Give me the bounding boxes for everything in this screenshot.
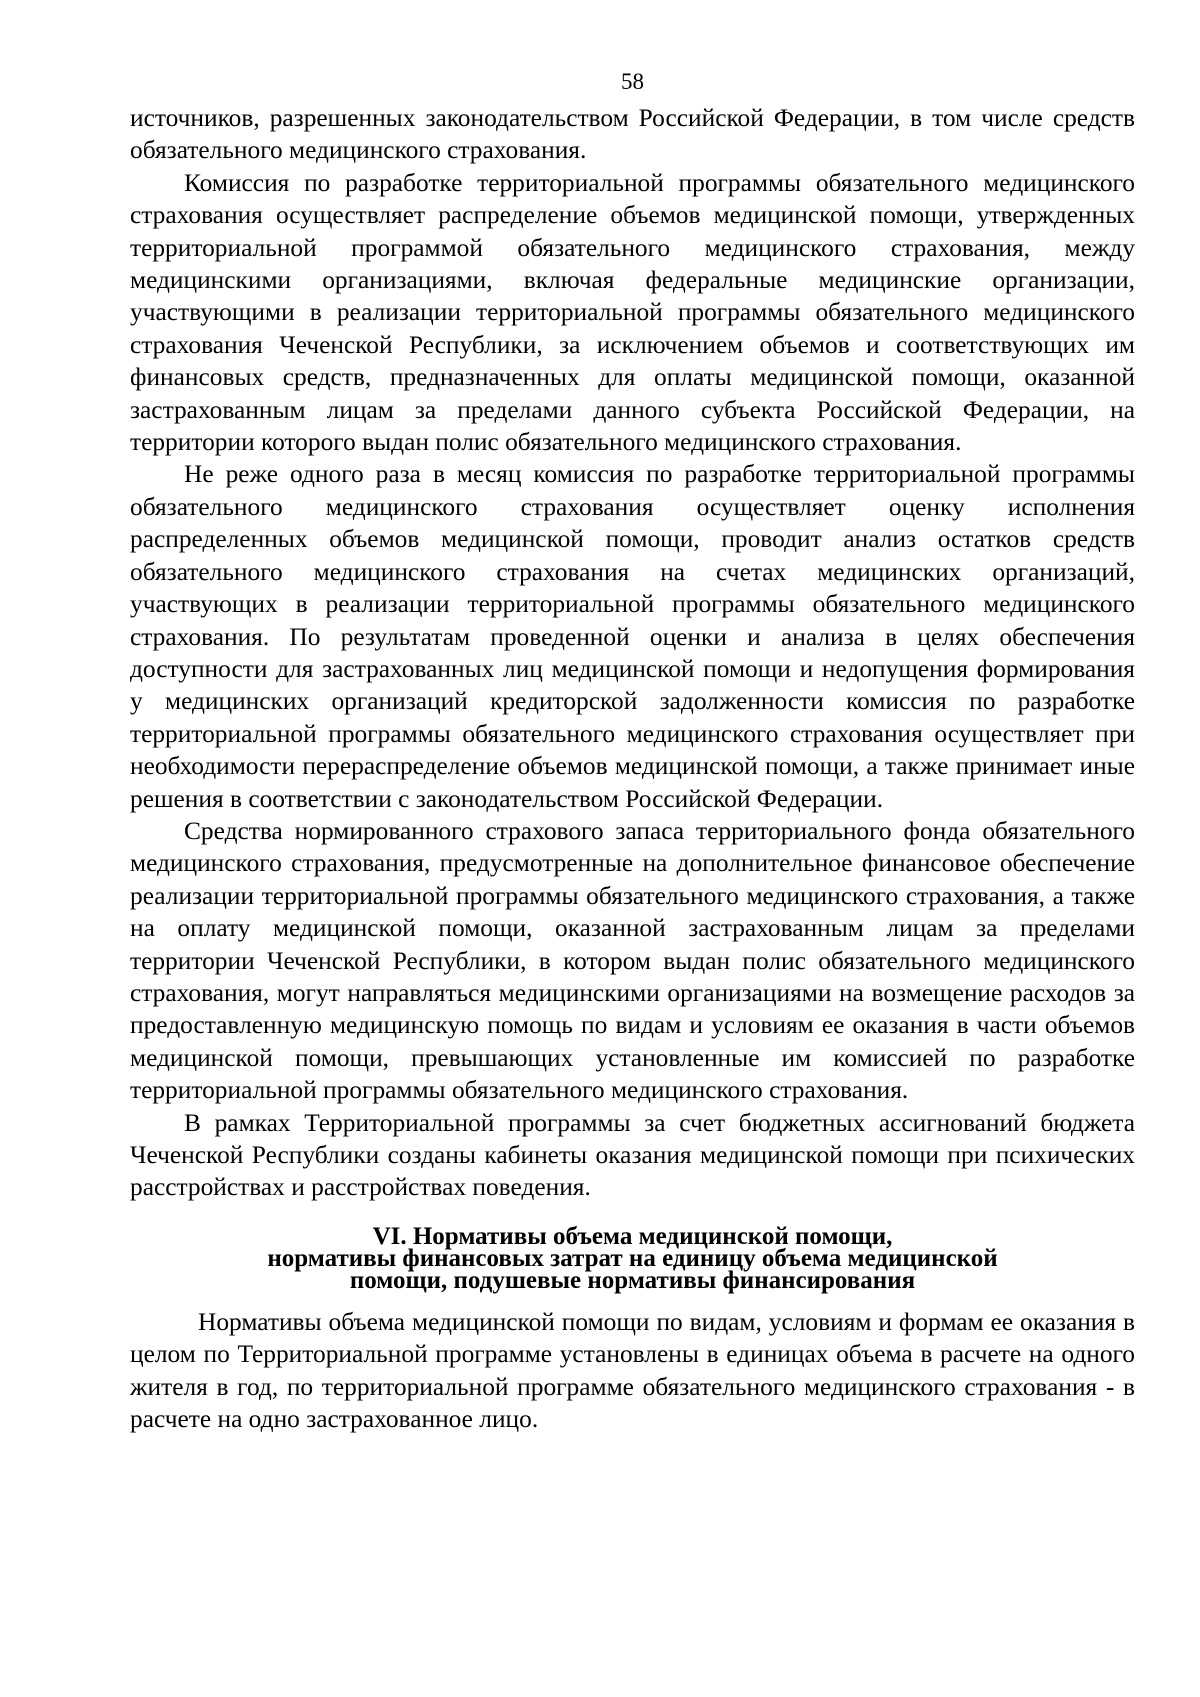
paragraph-5: В рамках Территориальной программы за счет бюджетных ассигнований бюджета Чеченской Республики созданы кабинеты оказания медицинской помощи при психических расстройствах и расстройствах поведения.: [130, 1108, 1135, 1202]
paragraph-4: Средства нормированного страхового запаса территориального фонда обязательного медицинского страхования, предусмотренные на дополнительное финансовое обеспечение реализации территориальной программы обязательного медицинского страхования, а также на оплату медицинской помощи, оказанной застрахованным лицам за пределами территории Чеченской Республики, в котором выдан полис обязательного медицинского страхования, могут направляться медицинскими организациями на возмещение расходов за предоставленную медицинскую помощь по видам и условиям ее оказания в части объемов медицинской помощи, превышающих установленные им комиссией по разработке территориальной программы обязательного медицинского страхования.: [130, 816, 1135, 1105]
page-content: [130, 68, 1135, 1435]
page-number: 58: [621, 69, 644, 94]
section-heading-line-1: VI. Нормативы объема медицинской помощи,: [372, 1222, 893, 1250]
section-heading-line-3: помощи, подушевые нормативы финансирования: [349, 1266, 916, 1294]
section-heading-line-2: нормативы финансовых затрат на единицу объема медицинской: [267, 1244, 998, 1272]
paragraph-1: источников, разрешенных законодательством Российской Федерации, в том числе средств обязательного медицинского страхования.: [130, 104, 1135, 165]
paragraph-2: Комиссия по разработке территориальной программы обязательного медицинского страхования осуществляет распределение объемов медицинской помощи, утвержденных территориальной программой обязательного медицинского страхования, между медицинскими организациями, включая федеральные медицинские организации, участвующими в реализации территориальной программы обязательного медицинского страхования Чеченской Республики, за исключением объемов и соответствующих им финансовых средств, предназначенных для оплаты медицинской помощи, оказанной застрахованным лицам за пределами данного субъекта Российской Федерации, на территории которого выдан полис обязательного медицинского страхования.: [130, 168, 1135, 457]
paragraph-final: Нормативы объема медицинской помощи по видам, условиям и формам ее оказания в целом по Территориальной программе установлены в единицах объема в расчете на одного жителя в год, по территориальной программе обязательного медицинского страхования - в расчете на одно застрахованное лицо.: [130, 1307, 1135, 1434]
paragraph-3: Не реже одного раза в месяц комиссия по разработке территориальной программы обязательного медицинского страхования осуществляет оценку исполнения распределенных объемов медицинской помощи, проводит анализ остатков средств обязательного медицинского страхования на счетах медицинских организаций, участвующих в реализации территориальной программы обязательного медицинского страхования. По результатам проведенной оценки и анализа в целях обеспечения доступности для застрахованных лиц медицинской помощи и недопущения формирования у медицинских организаций кредиторской задолженности комиссия по разработке территориальной программы обязательного медицинского страхования осуществляет при необходимости перераспределение объемов медицинской помощи, а также принимает иные решения в соответствии с законодательством Российской Федерации.: [130, 460, 1135, 813]
section-heading: [130, 1222, 1135, 1294]
